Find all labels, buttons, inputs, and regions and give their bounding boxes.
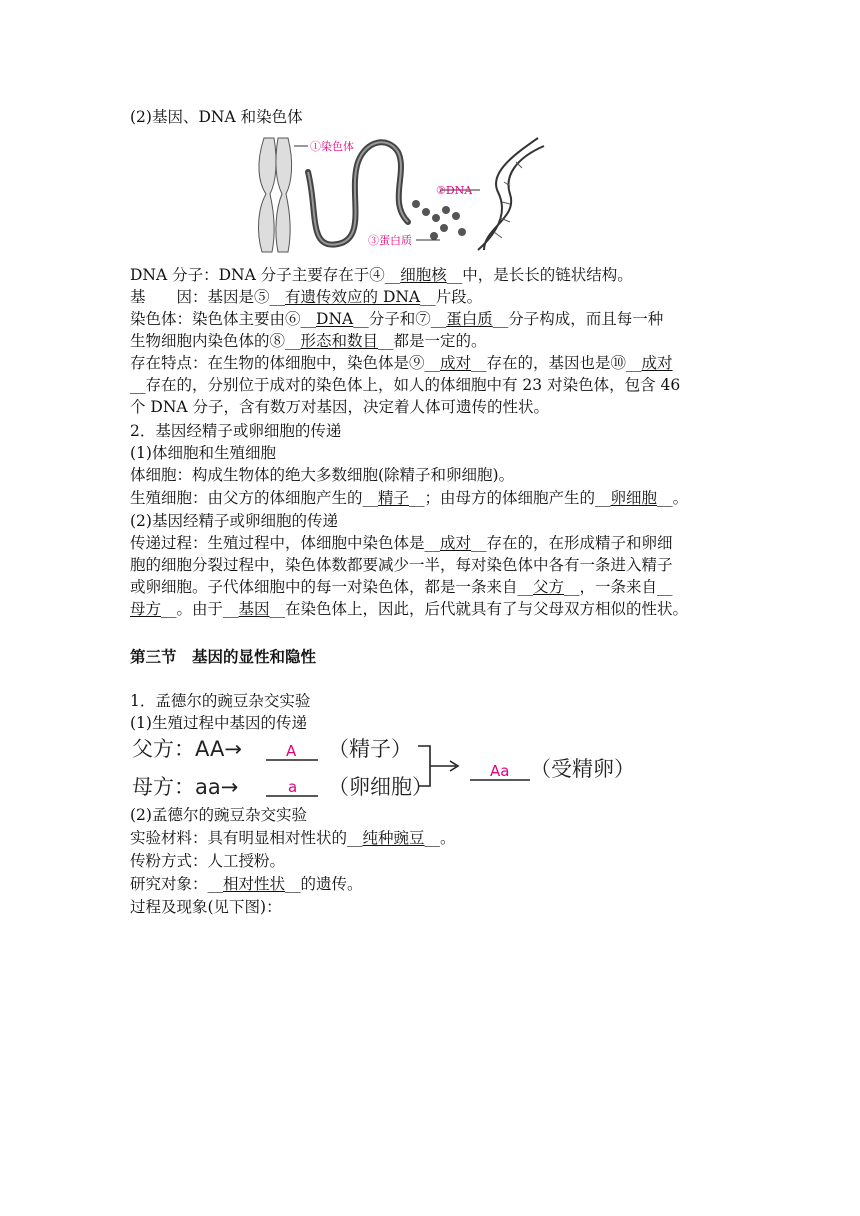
fill-blank: 基因 [238,600,270,618]
section-heading-2: 2．基因经精子或卵细胞的传递 [130,422,342,440]
subsection-3-1-2: (2)孟德尔的豌豆杂交实验 [130,806,307,824]
label-protein: ③蛋白质 [368,234,412,247]
fill-blank: 母方 [130,600,162,618]
result-fill: Aa [490,762,510,780]
coiled-fiber [308,142,408,244]
fill-blank: 有遗传效应的 DNA [285,288,421,306]
text-process: 过程及现象(见下图)： [130,898,282,916]
text-exist-2: __存在的，分别位于成对的染色体上，如人的体细胞中有 23 对染色体，包含 46 [130,376,681,394]
subsection-2-2: (2)基因经精子或卵细胞的传递 [130,512,338,530]
text-chromosome-2: 生物细胞内染色体的⑧__形态和数目__都是一定的。 [130,332,487,350]
text-chromosome-1: 染色体：染色体主要由⑥__DNA__分子和⑦__蛋白质__分子构成，而且每一种 [130,310,664,328]
text-germ-cell: 生殖细胞：由父方的体细胞产生的__精子__；由母方的体细胞产生的__卵细胞__。 [130,489,689,507]
fill-blank: 成对 [440,534,472,552]
text-trans-2: 胞的细胞分裂过程中，染色体数都要减少一半，每对染色体中各有一条进入精子 [130,556,673,574]
fill-blank: 细胞核 [400,266,447,284]
fill-blank: 成对 [641,354,673,372]
subsection-3-1-1: (1)生殖过程中基因的传递 [130,714,307,732]
fill-blank: 纯种豌豆 [362,829,425,847]
text-object: 研究对象：__相对性状__的遗传。 [130,875,363,893]
father-suffix: （精子） [328,737,412,761]
fill-blank: 精子 [378,489,410,507]
text-gene: 基 因：基因是⑤__有遗传效应的 DNA__片段。 [130,288,483,306]
dna-helix [478,138,544,250]
fill-blank: 成对 [440,354,472,372]
text-trans-1: 传递过程：生殖过程中，体细胞中染色体是__成对__存在的，在形成精子和卵细 [130,534,673,552]
text-pollination: 传粉方式：人工授粉。 [130,852,286,870]
section-title-3: 第三节 基因的显性和隐性 [130,647,317,666]
text-dna: DNA 分子：DNA 分子主要存在于④__细胞核__中，是长长的链状结构。 [130,266,633,284]
result-suffix: （受精卵） [530,757,635,781]
mother-prefix: 母方：aa→ [132,775,239,799]
mother-suffix: （卵细胞） [328,775,433,799]
section-heading-3-1: 1．孟德尔的豌豆杂交实验 [130,692,311,710]
father-fill: A [286,742,297,760]
label-dna: ②DNA [436,184,473,197]
nucleosome-beads [412,200,466,240]
text-exist-1: 存在特点：在生物的体细胞中，染色体是⑨__成对__存在的，基因也是⑩__成对 [130,354,673,372]
section-subtitle: (2)基因、DNA 和染色体 [130,108,303,126]
father-prefix: 父方：AA→ [132,737,242,761]
fill-blank: 相对性状 [223,875,286,893]
subsection-2-1: (1)体细胞和生殖细胞 [130,444,276,462]
fill-blank: 形态和数目 [300,332,379,350]
fill-blank: 父方 [533,578,565,596]
text-trans-3: 或卵细胞。子代体细胞中的每一对染色体，都是一条来自__父方__，一条来自__ [130,578,673,596]
text-exist-3: 个 DNA 分子，含有数万对基因，决定着人体可遗传的性状。 [130,398,550,416]
mother-fill: a [288,778,298,796]
text-soma: 体细胞：构成生物体的绝大多数细胞(除精子和卵细胞)。 [130,466,515,484]
fill-blank: 卵细胞 [610,489,658,507]
chromosome-shape [259,138,292,252]
label-chromosome: ①染色体 [310,140,354,153]
gene-transmission-figure [130,730,640,802]
fill-blank: DNA [316,310,354,328]
chromosome-dna-figure [248,132,548,256]
text-material: 实验材料：具有明显相对性状的__纯种豌豆__。 [130,829,456,847]
text-trans-4: 母方__。由于__基因__在染色体上，因此，后代就具有了与父母双方相似的性状。 [130,600,689,618]
fill-blank: 蛋白质 [446,310,493,328]
